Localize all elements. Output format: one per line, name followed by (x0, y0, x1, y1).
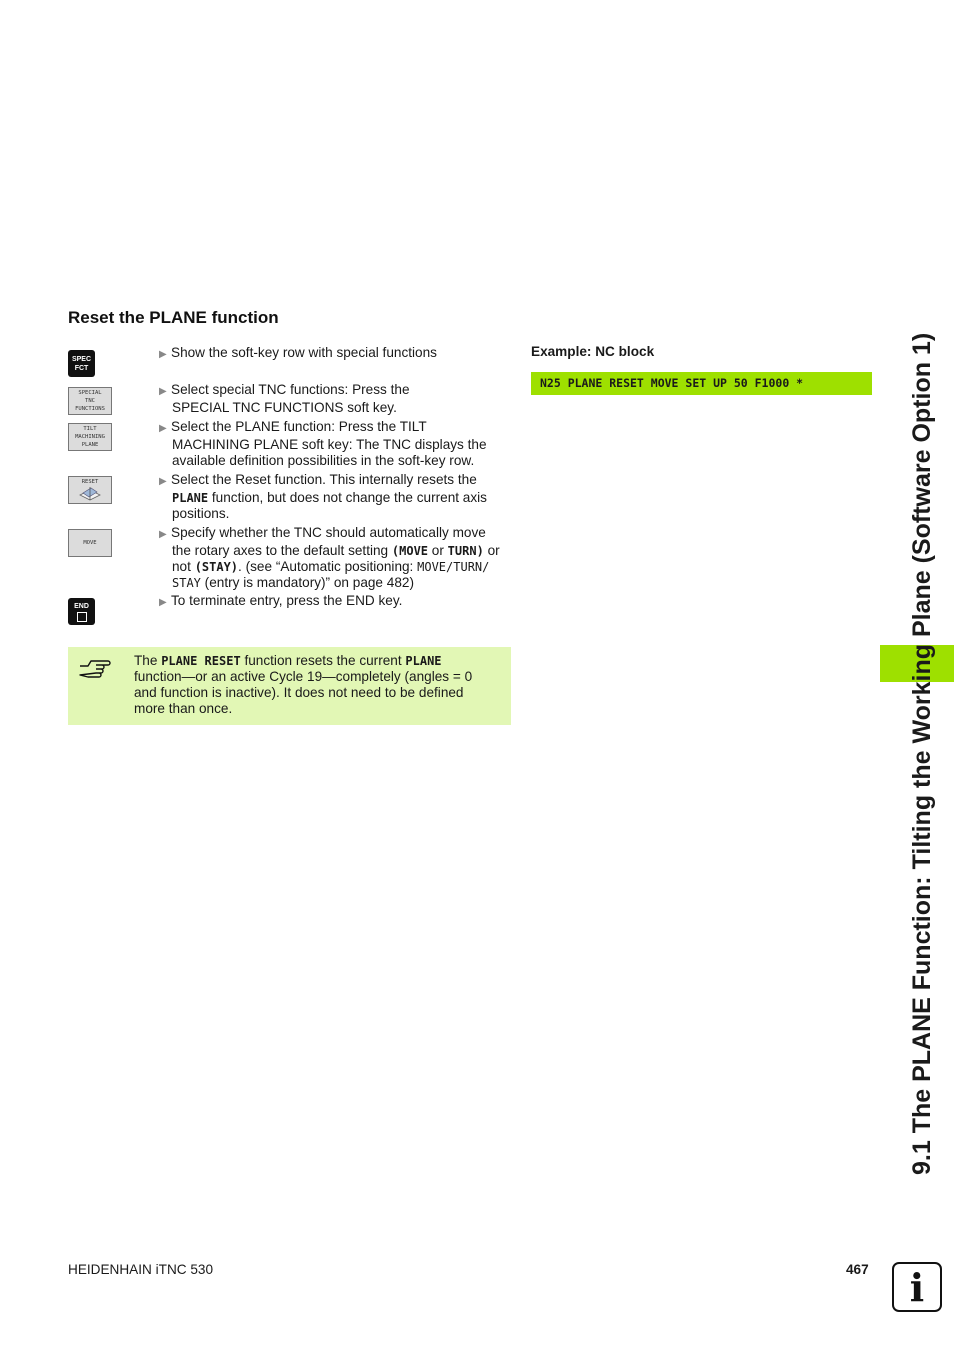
code-plane-reset: PLANE RESET (161, 654, 241, 668)
end-square-icon (77, 612, 87, 622)
reset-softkey (68, 476, 112, 504)
softkey-line: MACHINING (75, 434, 105, 440)
softkey-line: PLANE (81, 442, 99, 448)
spec-fct-key-line1: SPEC (71, 355, 92, 363)
code-stay: (STAY) (194, 560, 239, 574)
footer-product: HEIDENHAIN iTNC 530 (68, 1262, 214, 1277)
spec-fct-key-line2: FCT (74, 364, 89, 372)
move-softkey (68, 529, 112, 557)
section-title: Reset the PLANE function (68, 308, 279, 327)
chapter-title: 9.1 The PLANE Function: Tilting the Working Plane (Software Option 1) (908, 332, 936, 1175)
step-4 (159, 472, 511, 522)
step-text: SPECIAL TNC FUNCTIONS soft key. (172, 400, 397, 415)
code-plane: PLANE (405, 654, 442, 668)
reset-plane-icon (77, 486, 103, 502)
tilt-machining-plane-softkey (68, 423, 112, 451)
step-6 (159, 593, 511, 611)
triangle-right-icon: ▶ (159, 529, 167, 540)
step-text: Select the PLANE function: Press the TILT (171, 419, 427, 434)
step-text: available definition possibilities in the soft-key row. (172, 453, 475, 468)
step-5 (159, 525, 511, 591)
pointing-hand-icon (78, 657, 112, 681)
step-text: . (see “Automatic positioning: (238, 559, 418, 574)
step-text: or (483, 543, 500, 558)
softkey-line: SPECIAL (78, 390, 102, 396)
softkey-line: TILT (83, 426, 97, 432)
step-text: To terminate entry, press the END key. (171, 593, 403, 608)
step-text: Show the soft-key row with special functions (171, 345, 437, 360)
note-text-line: function—or an active Cycle 19—completely (angles = 0 (134, 669, 473, 684)
step-3 (159, 419, 511, 469)
triangle-right-icon: ▶ (159, 423, 167, 434)
softkey-line: MOVE (83, 540, 97, 546)
spec-fct-key (68, 350, 95, 377)
example-label: Example: NC block (531, 344, 655, 359)
code-move: (MOVE (391, 544, 429, 558)
step-text: (entry is mandatory)” on page 482) (200, 575, 414, 590)
page-number: 467 (846, 1262, 869, 1277)
note-text-line: and function is inactive). It does not need to be defined (134, 685, 464, 700)
code-move-turn: MOVE/TURN/ (417, 560, 490, 574)
triangle-right-icon: ▶ (159, 476, 167, 487)
step-text: positions. (172, 506, 230, 521)
step-text: Specify whether the TNC should automatically move (171, 525, 486, 540)
softkey-line: RESET (81, 479, 99, 485)
step-text: the rotary axes to the default setting (172, 543, 392, 558)
softkey-line: TNC (85, 398, 95, 404)
note-text-line: more than once. (134, 701, 233, 716)
end-key (68, 598, 95, 625)
step-text: or (428, 543, 448, 558)
code-turn: TURN) (447, 544, 484, 558)
info-icon: i (892, 1262, 942, 1312)
triangle-right-icon: ▶ (159, 597, 167, 608)
softkey-line: FUNCTIONS (75, 406, 105, 412)
code-stay: STAY (172, 576, 201, 590)
step-text: function, but does not change the current axis (208, 490, 487, 505)
end-key-label: END (74, 602, 89, 610)
code-plane: PLANE (172, 491, 209, 505)
special-tnc-functions-softkey (68, 387, 112, 415)
step-2 (159, 382, 511, 416)
step-text: Select the Reset function. This internally resets the (171, 472, 477, 487)
step-text: MACHINING PLANE soft key: The TNC displays the (172, 437, 487, 452)
note-text-part: The (134, 653, 162, 668)
note-text-part: function resets the current (240, 653, 406, 668)
step-text: not (172, 559, 195, 574)
note-text (134, 653, 504, 717)
note-box (68, 647, 511, 725)
example-nc-block: N25 PLANE RESET MOVE SET UP 50 F1000 * (531, 372, 872, 395)
step-text: Select special TNC functions: Press the (171, 382, 410, 397)
step-1 (159, 345, 511, 363)
triangle-right-icon: ▶ (159, 386, 167, 397)
triangle-right-icon: ▶ (159, 349, 167, 360)
